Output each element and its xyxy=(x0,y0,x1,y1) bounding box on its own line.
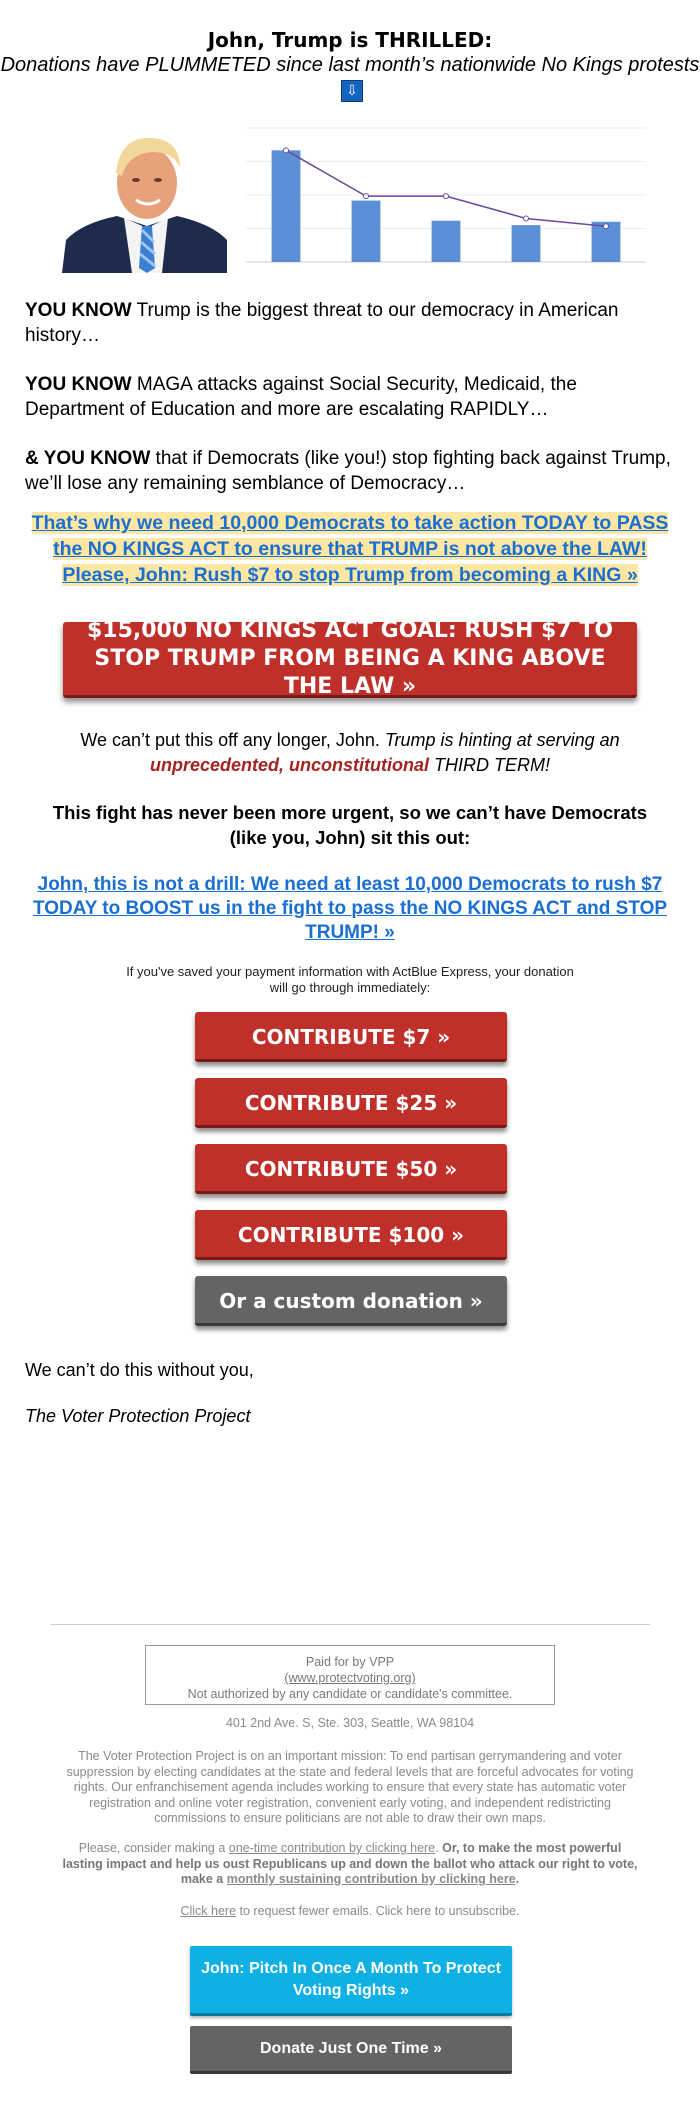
chart-bars xyxy=(272,150,621,262)
email-preferences xyxy=(60,1904,640,1920)
unsubscribe-text: to request fewer emails. Click here to unsubscribe. xyxy=(236,1904,520,1918)
website-link[interactable]: (www.protectvoting.org) xyxy=(284,1671,416,1685)
contribute-50-button[interactable]: CONTRIBUTE $50 » xyxy=(195,1144,507,1194)
trump-photo xyxy=(62,128,227,273)
contribute-100-button[interactable]: CONTRIBUTE $100 » xyxy=(195,1210,507,1260)
p2-bold: YOU KNOW xyxy=(25,374,132,395)
chart-bar xyxy=(272,150,301,262)
rush-7-highlight-link[interactable]: That’s why we need 10,000 Democrats to take action TODAY to PASS the NO KINGS ACT to ensure that TRUMP is not above the LAW! Please, John: Rush $7 to stop Trump from becoming a KING » xyxy=(31,512,669,586)
fewer-emails-link[interactable]: Click here xyxy=(180,1904,237,1918)
paragraph-3 xyxy=(25,446,675,496)
consider-sep: . xyxy=(435,1841,443,1855)
actblue-express-note: If you've saved your payment information with ActBlue Express, your donation will go through immediately: xyxy=(126,964,574,995)
p4-red-2: unconstitutional xyxy=(289,755,430,775)
paid-for-text: Paid for by VPP xyxy=(305,1655,395,1669)
chart-bar xyxy=(352,201,381,262)
urgent-paragraph: This fight has never been more urgent, so we can’t have Democrats (like you, John) sit this out: xyxy=(52,802,648,848)
subheadline: Donations have PLUMMETED since last month’s nationwide No Kings protests xyxy=(0,54,700,76)
chart-line-point xyxy=(604,224,609,229)
donations-chart xyxy=(236,122,656,272)
p4-comma: , xyxy=(279,755,290,775)
consider-lead: Please, consider making a xyxy=(78,1841,229,1855)
closing-line: We can’t do this without you, xyxy=(25,1360,254,1380)
p3-text: that if Democrats (like you!) stop fighting back against Trump, we’ll lose any remaining semblance of Democracy… xyxy=(25,448,671,494)
goal-button[interactable]: $15,000 NO KINGS ACT GOAL: RUSH $7 TO STOP TRUMP FROM BEING A KING ABOVE THE LAW » xyxy=(63,622,637,698)
custom-donation-button[interactable]: Or a custom donation » xyxy=(195,1276,507,1326)
p4-italic: Trump is hinting at serving an xyxy=(384,730,620,750)
consider-bold: Or, to make the most powerful lasting impact and help us oust Republicans up and down the ballot who attack our right to vote, make a xyxy=(62,1841,638,1886)
contribute-25-button[interactable]: CONTRIBUTE $25 » xyxy=(195,1078,507,1128)
chart-trend-line xyxy=(284,148,609,229)
p2-text: MAGA attacks against Social Security, Medicaid, the Department of Education and more are escalating RAPIDLY… xyxy=(25,374,577,420)
signature: The Voter Protection Project xyxy=(25,1406,251,1426)
third-term-paragraph xyxy=(40,728,660,778)
p4-tail: THIRD TERM! xyxy=(429,755,551,775)
not-authorized-text: Not authorized by any candidate or candidate's committee. xyxy=(187,1687,513,1701)
chart-bar xyxy=(512,225,541,262)
paid-for-box xyxy=(145,1645,555,1705)
address: 401 2nd Ave. S, Ste. 303, Seattle, WA 98104 xyxy=(225,1716,475,1730)
p4-red-1: unprecedented xyxy=(149,755,280,775)
p4-lead: We can’t put this off any longer, John. xyxy=(80,730,385,750)
paragraph-2 xyxy=(25,372,675,422)
monthly-link[interactable]: monthly sustaining contribution by clicking here xyxy=(226,1872,516,1886)
chart-line-point xyxy=(284,148,289,153)
chart-line-point xyxy=(364,194,369,199)
contribute-7-button[interactable]: CONTRIBUTE $7 » xyxy=(195,1012,507,1062)
monthly-donation-button[interactable]: John: Pitch In Once A Month To Protect Voting Rights » xyxy=(190,1946,512,2016)
not-a-drill-link[interactable]: John, this is not a drill: We need at least 10,000 Democrats to rush $7 TODAY to BOOST us in the fight to pass the NO KINGS ACT and STOP TRUMP! » xyxy=(32,874,668,943)
chart-line-point xyxy=(444,194,449,199)
highlight-block xyxy=(25,510,675,588)
chart-line-point xyxy=(524,216,529,221)
footer-divider xyxy=(50,1624,650,1625)
paragraph-1 xyxy=(25,298,675,348)
p1-bold: YOU KNOW xyxy=(25,300,132,321)
mission-statement: The Voter Protection Project is on an important mission: To end partisan gerrymandering and voter suppression by electing candidates at the state and federal levels that are forceful advocates for voting rights. Our enfranchisement agenda includes working to ensure that every state has automatic voter registration and online voter registration, convenient early voting, and independent redistricting commissions to ensure politicians are not able to draw their own maps. xyxy=(66,1749,634,1825)
headline: John, Trump is THRILLED: xyxy=(207,28,493,52)
consider-end: . xyxy=(515,1872,520,1886)
p1-text: Trump is the biggest threat to our democracy in American history… xyxy=(25,300,619,346)
one-time-donation-button[interactable]: Donate Just One Time » xyxy=(190,2026,512,2074)
consider-contribution xyxy=(60,1841,640,1888)
chart-bar xyxy=(432,221,461,262)
one-time-link[interactable]: one-time contribution by clicking here xyxy=(228,1841,436,1855)
down-arrow-icon: ⇩ xyxy=(341,80,363,102)
not-a-drill-block xyxy=(25,873,675,945)
p3-bold: & YOU KNOW xyxy=(25,448,151,469)
